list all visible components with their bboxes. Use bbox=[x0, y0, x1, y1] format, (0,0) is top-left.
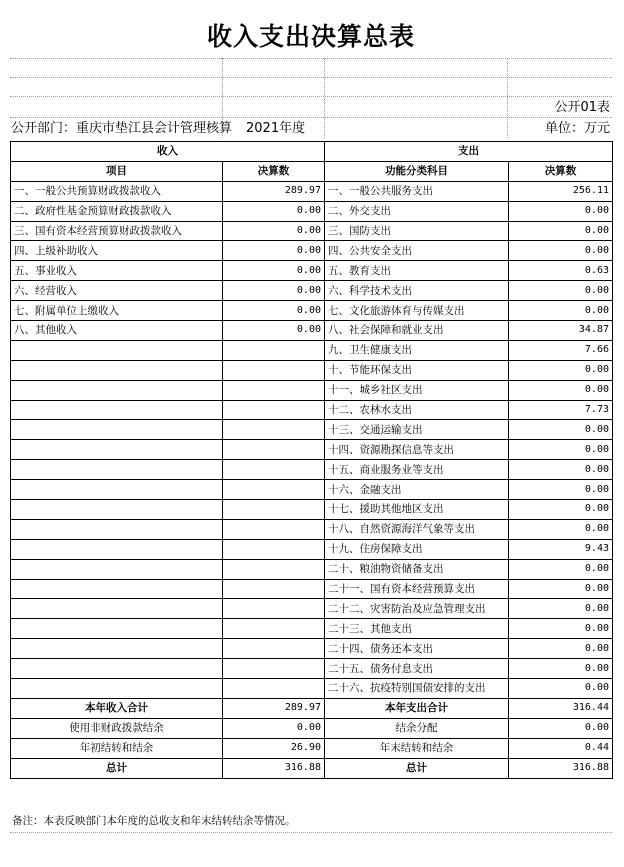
expense-item-name: 十三、交通运输支出 bbox=[325, 420, 509, 440]
table-row bbox=[11, 261, 613, 281]
fiscal-year: 2021年度 bbox=[246, 121, 306, 136]
expense-item-value: 0.00 bbox=[509, 221, 613, 241]
table-row bbox=[11, 659, 613, 679]
expense-item-value: 0.00 bbox=[509, 460, 613, 480]
income-item-name bbox=[11, 599, 223, 619]
grid-line bbox=[10, 832, 612, 833]
expense-item-name: 二、外交支出 bbox=[325, 201, 509, 221]
income-item-value bbox=[223, 460, 325, 480]
income-item-value bbox=[223, 440, 325, 460]
summary-row bbox=[11, 718, 613, 738]
expense-item-value: 0.00 bbox=[509, 599, 613, 619]
table-row bbox=[11, 360, 613, 380]
table-row bbox=[11, 420, 613, 440]
income-item-value bbox=[223, 619, 325, 639]
grid-line bbox=[10, 77, 612, 78]
expense-item-name: 四、公共安全支出 bbox=[325, 241, 509, 261]
table-row bbox=[11, 460, 613, 480]
income-item-value bbox=[223, 539, 325, 559]
summary-income-label: 总计 bbox=[11, 758, 223, 778]
grid-line bbox=[10, 96, 612, 97]
expense-item-name: 二十五、债务付息支出 bbox=[325, 659, 509, 679]
income-item-name: 六、经营收入 bbox=[11, 281, 223, 301]
expense-item-value: 34.87 bbox=[509, 321, 613, 341]
income-item-value: 0.00 bbox=[223, 221, 325, 241]
income-item-value bbox=[223, 639, 325, 659]
grid-line bbox=[10, 58, 612, 59]
expense-item-value: 0.00 bbox=[509, 380, 613, 400]
expense-header: 支出 bbox=[325, 142, 613, 162]
expense-item-value: 0.00 bbox=[509, 619, 613, 639]
table-row bbox=[11, 181, 613, 201]
summary-income-value: 316.88 bbox=[223, 758, 325, 778]
function-column-header: 功能分类科目 bbox=[325, 161, 509, 181]
income-item-value: 0.00 bbox=[223, 201, 325, 221]
expense-item-value: 0.00 bbox=[509, 281, 613, 301]
income-item-value bbox=[223, 420, 325, 440]
table-row bbox=[11, 301, 613, 321]
income-item-name: 一、一般公共预算财政拨款收入 bbox=[11, 181, 223, 201]
table-row bbox=[11, 500, 613, 520]
table-row bbox=[11, 639, 613, 659]
summary-expense-label: 年末结转和结余 bbox=[325, 738, 509, 758]
table-row bbox=[11, 321, 613, 341]
expense-item-value: 0.00 bbox=[509, 440, 613, 460]
table-row bbox=[11, 281, 613, 301]
expense-item-name: 十七、援助其他地区支出 bbox=[325, 500, 509, 520]
income-item-name bbox=[11, 679, 223, 699]
expense-item-value: 0.00 bbox=[509, 301, 613, 321]
table-row bbox=[11, 579, 613, 599]
income-item-value bbox=[223, 519, 325, 539]
expense-item-value: 0.00 bbox=[509, 500, 613, 520]
income-item-value bbox=[223, 400, 325, 420]
summary-expense-value: 316.44 bbox=[509, 698, 613, 718]
income-item-name bbox=[11, 639, 223, 659]
income-item-value bbox=[223, 579, 325, 599]
report-title: 收入支出决算总表 bbox=[206, 22, 415, 51]
income-item-value: 0.00 bbox=[223, 241, 325, 261]
income-item-name bbox=[11, 400, 223, 420]
income-item-name bbox=[11, 559, 223, 579]
expense-amount-header: 决算数 bbox=[509, 161, 613, 181]
summary-income-label: 使用非财政拨款结余 bbox=[11, 718, 223, 738]
table-row bbox=[11, 241, 613, 261]
income-item-value bbox=[223, 380, 325, 400]
expense-item-name: 二十二、灾害防治及应急管理支出 bbox=[325, 599, 509, 619]
expense-item-name: 二十一、国有资本经营预算支出 bbox=[325, 579, 509, 599]
grid-line bbox=[10, 117, 612, 118]
summary-expense-label: 本年支出合计 bbox=[325, 698, 509, 718]
income-item-value bbox=[223, 500, 325, 520]
income-item-name bbox=[11, 480, 223, 500]
summary-expense-value: 0.44 bbox=[509, 738, 613, 758]
expense-item-name: 十二、农林水支出 bbox=[325, 400, 509, 420]
expense-item-value: 0.00 bbox=[509, 480, 613, 500]
expense-item-value: 0.00 bbox=[509, 579, 613, 599]
income-item-name bbox=[11, 500, 223, 520]
expense-item-name: 五、教育支出 bbox=[325, 261, 509, 281]
expense-item-value: 0.00 bbox=[509, 639, 613, 659]
table-row bbox=[11, 539, 613, 559]
expense-item-value: 0.00 bbox=[509, 360, 613, 380]
income-item-name: 三、国有资本经营预算财政拨款收入 bbox=[11, 221, 223, 241]
table-row bbox=[11, 480, 613, 500]
footnote: 备注：本表反映部门本年度的总收支和年末结转结余等情况。 bbox=[12, 815, 296, 827]
income-item-value bbox=[223, 599, 325, 619]
summary-income-label: 本年收入合计 bbox=[11, 698, 223, 718]
expense-item-value: 0.00 bbox=[509, 679, 613, 699]
expense-item-value: 0.63 bbox=[509, 261, 613, 281]
expense-item-name: 九、卫生健康支出 bbox=[325, 340, 509, 360]
summary-row bbox=[11, 758, 613, 778]
summary-income-value: 0.00 bbox=[223, 718, 325, 738]
expense-item-value: 0.00 bbox=[509, 241, 613, 261]
unit-label: 单位：万元 bbox=[544, 121, 610, 136]
table-subheader-row bbox=[11, 161, 613, 181]
table-row bbox=[11, 201, 613, 221]
income-item-name bbox=[11, 460, 223, 480]
summary-income-value: 289.97 bbox=[223, 698, 325, 718]
income-item-name: 四、上级补助收入 bbox=[11, 241, 223, 261]
summary-expense-label: 总计 bbox=[325, 758, 509, 778]
grid-line bbox=[324, 58, 325, 138]
summary-expense-value: 316.88 bbox=[509, 758, 613, 778]
table-row bbox=[11, 440, 613, 460]
income-header: 收入 bbox=[11, 142, 325, 162]
income-item-name: 七、附属单位上缴收入 bbox=[11, 301, 223, 321]
table-row bbox=[11, 619, 613, 639]
expense-item-name: 十五、商业服务业等支出 bbox=[325, 460, 509, 480]
table-row bbox=[11, 679, 613, 699]
expense-item-name: 一、一般公共服务支出 bbox=[325, 181, 509, 201]
summary-income-label: 年初结转和结余 bbox=[11, 738, 223, 758]
budget-table bbox=[10, 141, 613, 779]
expense-item-name: 六、科学技术支出 bbox=[325, 281, 509, 301]
form-number: 公开01表 bbox=[554, 100, 610, 115]
grid-line bbox=[507, 58, 508, 138]
expense-item-name: 二十四、债务还本支出 bbox=[325, 639, 509, 659]
expense-item-name: 十四、资源勘探信息等支出 bbox=[325, 440, 509, 460]
income-item-name bbox=[11, 619, 223, 639]
expense-item-name: 八、社会保障和就业支出 bbox=[325, 321, 509, 341]
income-item-name bbox=[11, 360, 223, 380]
item-column-header: 项目 bbox=[11, 161, 223, 181]
income-item-value bbox=[223, 480, 325, 500]
income-item-name bbox=[11, 420, 223, 440]
expense-item-name: 十一、城乡社区支出 bbox=[325, 380, 509, 400]
income-item-name bbox=[11, 539, 223, 559]
summary-income-value: 26.90 bbox=[223, 738, 325, 758]
expense-item-name: 三、国防支出 bbox=[325, 221, 509, 241]
income-item-value: 0.00 bbox=[223, 261, 325, 281]
expense-item-value: 0.00 bbox=[509, 201, 613, 221]
expense-item-value: 0.00 bbox=[509, 420, 613, 440]
table-row bbox=[11, 400, 613, 420]
table-row bbox=[11, 340, 613, 360]
table-row bbox=[11, 599, 613, 619]
expense-item-value: 0.00 bbox=[509, 659, 613, 679]
income-item-name bbox=[11, 519, 223, 539]
summary-expense-value: 0.00 bbox=[509, 718, 613, 738]
income-item-name: 八、其他收入 bbox=[11, 321, 223, 341]
expense-item-name: 二十、粮油物资储备支出 bbox=[325, 559, 509, 579]
income-item-name: 二、政府性基金预算财政拨款收入 bbox=[11, 201, 223, 221]
income-amount-header: 决算数 bbox=[223, 161, 325, 181]
income-item-value: 0.00 bbox=[223, 281, 325, 301]
expense-item-value: 7.66 bbox=[509, 340, 613, 360]
expense-item-value: 7.73 bbox=[509, 400, 613, 420]
income-item-name bbox=[11, 440, 223, 460]
expense-item-name: 二十六、抗疫特别国债安排的支出 bbox=[325, 679, 509, 699]
summary-row bbox=[11, 738, 613, 758]
income-item-value bbox=[223, 360, 325, 380]
expense-item-name: 七、文化旅游体育与传媒支出 bbox=[325, 301, 509, 321]
income-item-value bbox=[223, 340, 325, 360]
expense-item-value: 0.00 bbox=[509, 519, 613, 539]
income-item-name bbox=[11, 579, 223, 599]
income-item-value: 289.97 bbox=[223, 181, 325, 201]
summary-row bbox=[11, 698, 613, 718]
income-item-value bbox=[223, 679, 325, 699]
table-row bbox=[11, 559, 613, 579]
expense-item-value: 0.00 bbox=[509, 559, 613, 579]
expense-item-value: 256.11 bbox=[509, 181, 613, 201]
expense-item-name: 二十三、其他支出 bbox=[325, 619, 509, 639]
expense-item-name: 十六、金融支出 bbox=[325, 480, 509, 500]
income-item-name bbox=[11, 340, 223, 360]
income-item-value: 0.00 bbox=[223, 301, 325, 321]
table-row bbox=[11, 380, 613, 400]
income-item-name: 五、事业收入 bbox=[11, 261, 223, 281]
income-item-name bbox=[11, 659, 223, 679]
expense-item-name: 十九、住房保障支出 bbox=[325, 539, 509, 559]
expense-item-name: 十八、自然资源海洋气象等支出 bbox=[325, 519, 509, 539]
table-header-row bbox=[11, 142, 613, 162]
summary-expense-label: 结余分配 bbox=[325, 718, 509, 738]
income-item-value: 0.00 bbox=[223, 321, 325, 341]
table-row bbox=[11, 519, 613, 539]
income-item-name bbox=[11, 380, 223, 400]
department-label: 公开部门：重庆市垫江县会计管理核算 bbox=[11, 121, 233, 136]
expense-item-name: 十、节能环保支出 bbox=[325, 360, 509, 380]
table-row bbox=[11, 221, 613, 241]
expense-item-value: 9.43 bbox=[509, 539, 613, 559]
income-item-value bbox=[223, 659, 325, 679]
income-item-value bbox=[223, 559, 325, 579]
